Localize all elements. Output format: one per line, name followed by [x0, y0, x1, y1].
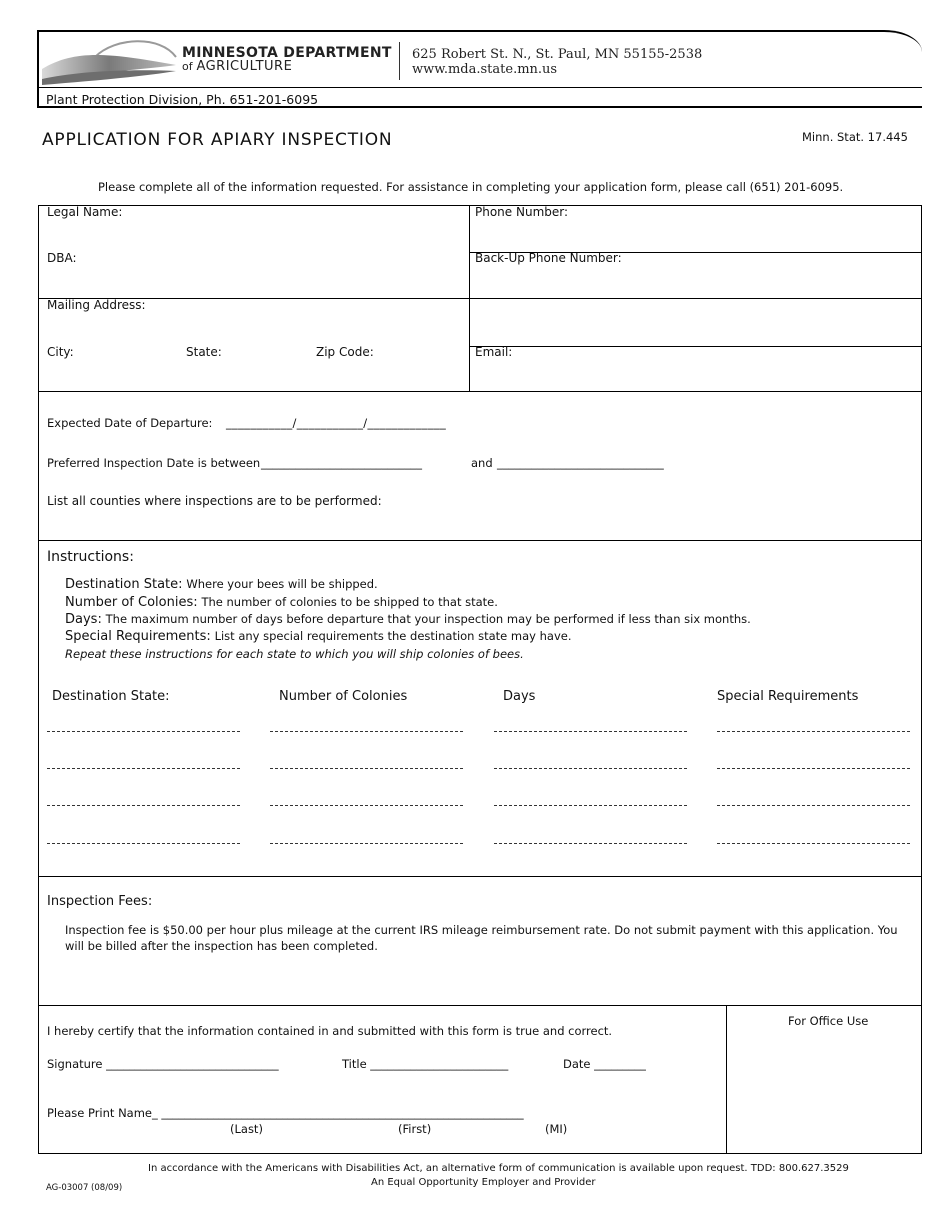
instruction-text: Where your bees will be shipped. [186, 577, 378, 591]
special-requirements-input[interactable] [717, 768, 910, 769]
special-requirements-input[interactable] [717, 731, 910, 732]
colonies-input[interactable] [270, 768, 463, 769]
column-special-requirements: Special Requirements [717, 689, 859, 704]
special-requirements-input[interactable] [717, 843, 910, 844]
zip-field[interactable]: Zip Code: [316, 345, 374, 359]
days-input[interactable] [494, 768, 687, 769]
instruction-item [65, 595, 498, 610]
email-field[interactable]: Email: [475, 345, 513, 359]
form-title: APPLICATION FOR APIARY INSPECTION [42, 130, 393, 150]
instruction-text: List any special requirements the destination state may have. [214, 629, 572, 643]
mailing-address-field[interactable]: Mailing Address: [47, 298, 146, 312]
colonies-input[interactable] [270, 843, 463, 844]
legal-name-field[interactable]: Legal Name: [47, 205, 123, 219]
preferred-date-end-field[interactable]: _____________________________ [497, 456, 664, 470]
colonies-input[interactable] [270, 805, 463, 806]
instruction-term: Number of Colonies: [65, 595, 198, 610]
fees-text-line1: Inspection fee is $50.00 per hour plus mileage at the current IRS mileage reimbursement rate. Do not submit payment with this application. You [65, 923, 898, 937]
org-subname-prefix: of [182, 60, 193, 73]
letterhead-divider [37, 87, 922, 88]
instruction-text: The maximum number of days before departure that your inspection may be performed if less than six months. [105, 612, 751, 626]
org-name: MINNESOTA DEPARTMENT [182, 45, 392, 61]
state-field[interactable]: State: [186, 345, 222, 359]
backup-phone-field[interactable]: Back-Up Phone Number: [475, 251, 622, 265]
special-requirements-input[interactable] [717, 805, 910, 806]
city-field[interactable]: City: [47, 345, 74, 359]
column-destination-state: Destination State: [52, 689, 170, 704]
days-input[interactable] [494, 805, 687, 806]
office-use-divider [726, 1005, 727, 1153]
signature-field[interactable]: Signature ______________________________ [47, 1057, 279, 1071]
preferred-date-start-field[interactable]: ____________________________ [261, 456, 422, 470]
print-name-field[interactable]: Please Print Name_ _______________________________________________________________ [47, 1106, 524, 1120]
instruction-item [65, 612, 751, 627]
address-line: 625 Robert St. N., St. Paul, MN 55155-2538 [412, 47, 703, 62]
certification-statement: I hereby certify that the information contained in and submitted with this form is true and correct. [47, 1024, 613, 1038]
logo-divider [399, 42, 400, 80]
intro-text: Please complete all of the information requested. For assistance in completing your application form, please call (651) 201-6095. [98, 180, 844, 194]
column-days: Days [503, 689, 536, 704]
destination-state-input[interactable] [47, 731, 240, 732]
section-divider [38, 540, 922, 541]
title-field[interactable]: Title ________________________ [342, 1057, 509, 1071]
preferred-date-and: and [471, 456, 493, 470]
instructions-heading: Instructions: [47, 549, 134, 565]
instruction-item [65, 577, 378, 592]
print-name-last-label: (Last) [230, 1122, 263, 1136]
departure-date-label: Expected Date of Departure: [47, 416, 213, 430]
days-input[interactable] [494, 843, 687, 844]
instruction-term: Days: [65, 612, 102, 627]
fees-heading: Inspection Fees: [47, 894, 153, 909]
org-subname-main: AGRICULTURE [196, 59, 293, 74]
eeo-notice: An Equal Opportunity Employer and Provider [371, 1177, 596, 1188]
section-divider [38, 1005, 922, 1006]
print-name-mi-label: (MI) [545, 1122, 568, 1136]
statute-reference: Minn. Stat. 17.445 [802, 130, 908, 144]
counties-field[interactable]: List all counties where inspections are to be performed: [47, 494, 382, 508]
date-field[interactable]: Date _________ [563, 1057, 646, 1071]
instruction-text: The number of colonies to be shipped to that state. [201, 595, 498, 609]
mda-logo-icon [40, 35, 180, 87]
destination-state-input[interactable] [47, 805, 240, 806]
phone-field[interactable]: Phone Number: [475, 205, 569, 219]
grid-line [469, 346, 922, 347]
grid-line [38, 298, 922, 299]
section-divider [38, 876, 922, 877]
destination-state-input[interactable] [47, 768, 240, 769]
website: www.mda.state.mn.us [412, 62, 558, 77]
office-use-label: For Office Use [788, 1014, 869, 1028]
repeat-note: Repeat these instructions for each state to which you will ship colonies of bees. [65, 647, 524, 661]
org-subname [182, 59, 292, 74]
grid-line [38, 391, 922, 392]
preferred-date-label: Preferred Inspection Date is between [47, 456, 261, 470]
form-number: AG-03007 (08/09) [46, 1183, 123, 1193]
instruction-term: Special Requirements: [65, 629, 211, 644]
column-number-of-colonies: Number of Colonies [279, 689, 408, 704]
fees-text-line2: will be billed after the inspection has been completed. [65, 939, 378, 953]
frame-bottom [38, 1153, 922, 1154]
division-line: Plant Protection Division, Ph. 651-201-6095 [46, 92, 319, 107]
ada-notice: In accordance with the Americans with Disabilities Act, an alternative form of communication is available upon request. TDD: 800.627.3529 [148, 1163, 849, 1174]
destination-state-input[interactable] [47, 843, 240, 844]
days-input[interactable] [494, 731, 687, 732]
colonies-input[interactable] [270, 731, 463, 732]
dba-field[interactable]: DBA: [47, 251, 77, 265]
departure-date-field[interactable]: ___________/___________/_____________ [226, 416, 447, 430]
instruction-term: Destination State: [65, 577, 183, 592]
instruction-item [65, 629, 572, 644]
print-name-first-label: (First) [398, 1122, 432, 1136]
